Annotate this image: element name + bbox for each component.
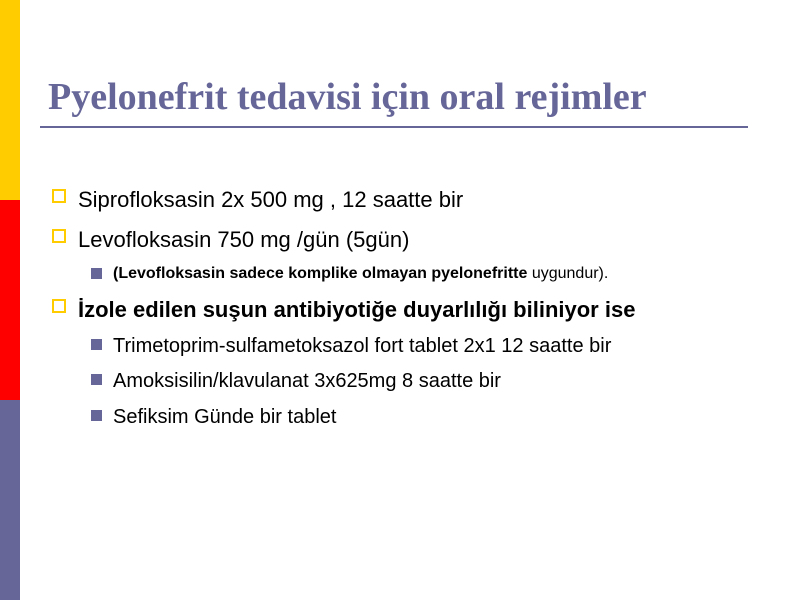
left-stripe-purple bbox=[0, 400, 20, 600]
filled-square-bullet-icon bbox=[91, 268, 102, 279]
sub-bullet-trimetoprim: Trimetoprim-sulfametoksazol fort tablet 2x1 12 saatte bir bbox=[113, 335, 612, 357]
left-stripe-yellow bbox=[0, 0, 20, 200]
slide-title: Pyelonefrit tedavisi için oral rejimler bbox=[48, 76, 647, 118]
hollow-square-bullet-icon bbox=[52, 229, 66, 243]
filled-square-bullet-icon bbox=[91, 410, 102, 421]
sub-bullet-amoksisilin: Amoksisilin/klavulanat 3x625mg 8 saatte bir bbox=[113, 370, 501, 392]
hollow-square-bullet-icon bbox=[52, 299, 66, 313]
filled-square-bullet-icon bbox=[91, 374, 102, 385]
note-rest-text: uygundur). bbox=[527, 265, 609, 282]
note-bold-text: (Levofloksasin sadece komplike olmayan pyelonefritte bbox=[113, 265, 528, 282]
sub-bullet-sefiksim: Sefiksim Günde bir tablet bbox=[113, 406, 337, 428]
hollow-square-bullet-icon bbox=[52, 189, 66, 203]
bullet-item-levofloksasin: Levofloksasin 750 mg /gün (5gün) bbox=[78, 227, 410, 252]
bullet-item-siprofloksasin: Siprofloksasin 2x 500 mg , 12 saatte bir bbox=[78, 187, 464, 212]
left-stripe-red bbox=[0, 200, 20, 400]
bullet-item-izole: İzole edilen suşun antibiyotiğe duyarlılığı biliniyor ise bbox=[78, 297, 636, 322]
title-underline bbox=[40, 126, 748, 128]
filled-square-bullet-icon bbox=[91, 339, 102, 350]
sub-bullet-levofloksasin-note bbox=[113, 263, 608, 285]
